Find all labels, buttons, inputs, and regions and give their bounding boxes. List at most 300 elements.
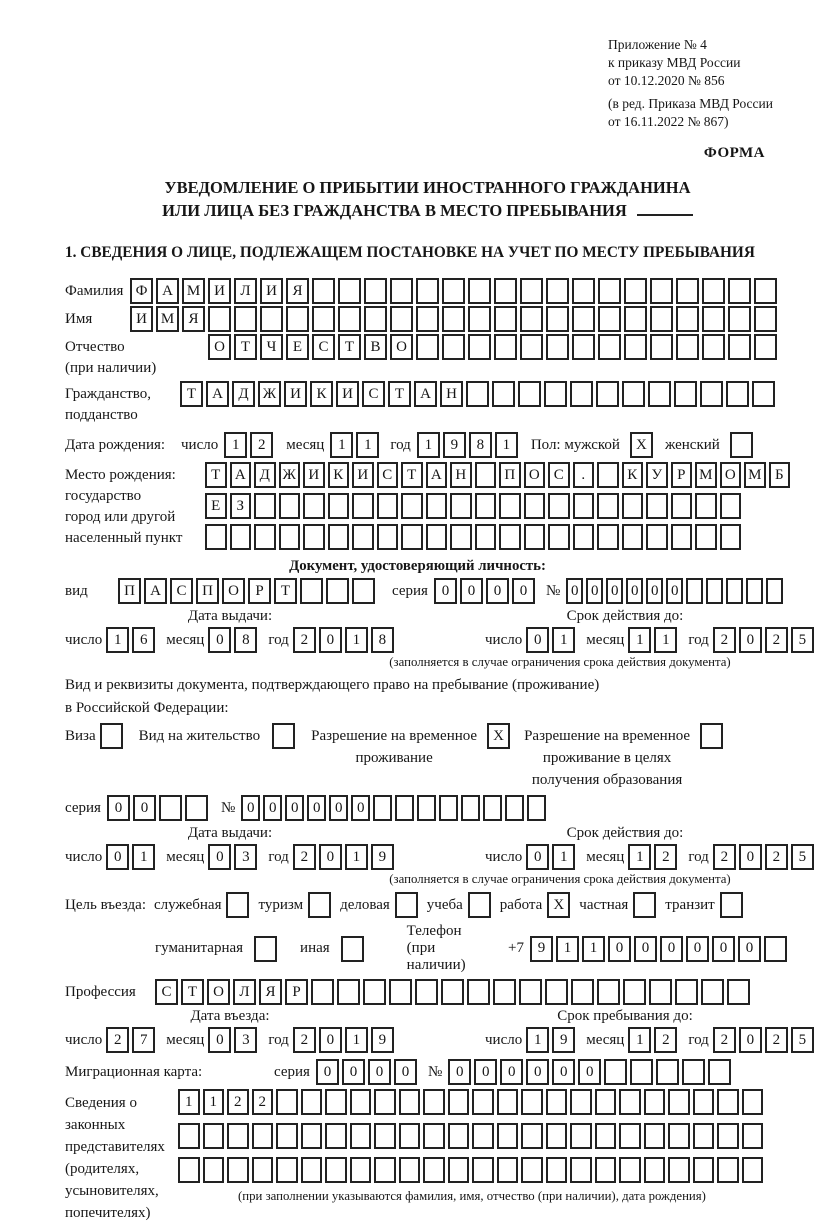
label-surname: Фамилия xyxy=(65,283,124,299)
residence-doc-series-row xyxy=(65,795,790,821)
char-cell xyxy=(695,524,717,550)
char-cell xyxy=(604,1059,627,1085)
label-citizenship: Гражданство, подданство xyxy=(65,386,152,423)
char-cell xyxy=(624,306,647,332)
identity-expiry-date: число 0 1 месяц 1 1 год 2 0 2 5 xyxy=(485,627,825,653)
char-cell: 9 xyxy=(371,1027,394,1053)
char-cell xyxy=(390,278,413,304)
char-cell xyxy=(702,306,725,332)
char-cell xyxy=(570,1157,592,1183)
entry-dates xyxy=(65,1027,807,1053)
field-citizenship xyxy=(65,381,790,426)
char-cell: 0 xyxy=(646,578,663,604)
char-cell xyxy=(415,979,438,1005)
entry-month-cells xyxy=(208,1027,260,1053)
label-sex-male: Пол: мужской xyxy=(530,436,620,453)
char-cell xyxy=(598,334,621,360)
char-cell xyxy=(401,524,423,550)
char-cell xyxy=(644,1089,666,1115)
char-cell: 0 xyxy=(606,578,623,604)
char-cell xyxy=(276,1123,298,1149)
char-cell xyxy=(227,1123,249,1149)
char-cell xyxy=(546,334,569,360)
char-cell: И xyxy=(352,462,374,488)
char-cell xyxy=(671,524,693,550)
char-cell xyxy=(649,979,672,1005)
char-cell xyxy=(178,1157,200,1183)
char-cell: 1 xyxy=(345,1027,368,1053)
char-cell: М xyxy=(182,278,205,304)
char-cell: 7 xyxy=(132,1027,155,1053)
char-cell: 0 xyxy=(342,1059,365,1085)
char-cell: 0 xyxy=(351,795,370,821)
char-cell xyxy=(595,1089,617,1115)
char-cell xyxy=(338,306,361,332)
char-cell: Ж xyxy=(258,381,281,407)
residence-issue-date: число 0 1 месяц 0 3 год 2 0 1 9 xyxy=(65,844,420,870)
stay-month-cells xyxy=(628,1027,680,1053)
char-cell: 0 xyxy=(608,936,631,962)
char-cell xyxy=(728,306,751,332)
char-cell xyxy=(252,1123,274,1149)
char-cell: 0 xyxy=(586,578,603,604)
checkbox-male: X xyxy=(630,432,653,458)
char-cell xyxy=(742,1157,764,1183)
residence-issue-year-cells xyxy=(293,844,397,870)
char-cell xyxy=(693,1089,715,1115)
char-cell xyxy=(178,1123,200,1149)
char-cell xyxy=(260,306,283,332)
char-cell xyxy=(623,979,646,1005)
char-cell: 0 xyxy=(666,578,683,604)
char-cell: 0 xyxy=(319,844,342,870)
char-cell: Т xyxy=(388,381,411,407)
char-cell xyxy=(227,1157,249,1183)
stay-until-date: число 1 9 месяц 1 2 год 2 0 2 5 xyxy=(485,1027,825,1053)
residence-number-cells xyxy=(241,795,549,821)
char-cell: 0 xyxy=(106,844,129,870)
char-cell xyxy=(159,795,182,821)
char-cell: 1 xyxy=(224,432,247,458)
char-cell xyxy=(546,306,569,332)
char-cell xyxy=(286,306,309,332)
char-cell: 1 xyxy=(628,1027,651,1053)
char-cell: 6 xyxy=(132,627,155,653)
char-cell: 9 xyxy=(371,844,394,870)
char-cell: 1 xyxy=(628,627,651,653)
char-cell: 9 xyxy=(552,1027,575,1053)
char-cell: 2 xyxy=(293,627,316,653)
annex-edit-line: от 16.11.2022 № 867) xyxy=(608,114,729,129)
char-cell: Л xyxy=(234,278,257,304)
char-cell xyxy=(303,493,325,519)
char-cell xyxy=(597,979,620,1005)
char-cell xyxy=(742,1089,764,1115)
char-cell: Т xyxy=(234,334,257,360)
char-cell: 0 xyxy=(526,627,549,653)
char-cell: С xyxy=(170,578,193,604)
char-cell xyxy=(754,334,777,360)
char-cell xyxy=(521,1089,543,1115)
char-cell: 2 xyxy=(293,1027,316,1053)
char-cell xyxy=(622,524,644,550)
checkbox-visa xyxy=(100,723,123,749)
header-stay-until: Срок пребывания до: xyxy=(557,1008,693,1024)
char-cell: Ж xyxy=(279,462,301,488)
char-cell xyxy=(746,578,763,604)
char-cell xyxy=(544,381,567,407)
char-cell xyxy=(497,1157,519,1183)
char-cell: 2 xyxy=(713,627,736,653)
expiry-year-cells xyxy=(713,627,817,653)
residence-doc-dates xyxy=(65,844,807,870)
char-cell: С xyxy=(362,381,385,407)
char-cell xyxy=(598,306,621,332)
char-cell: 0 xyxy=(686,936,709,962)
field-surname xyxy=(65,278,790,304)
char-cell xyxy=(546,1089,568,1115)
char-cell xyxy=(230,524,252,550)
field-birth-date xyxy=(65,432,790,458)
label-doc-series: серия xyxy=(392,582,428,599)
char-cell xyxy=(619,1089,641,1115)
char-cell xyxy=(519,979,542,1005)
char-cell: 0 xyxy=(208,627,231,653)
label-phone: Телефон (при наличии) xyxy=(406,923,466,973)
char-cell: К xyxy=(622,462,644,488)
title-line-1: УВЕДОМЛЕНИЕ О ПРИБЫТИИ ИНОСТРАННОГО ГРАЖДАНИНА xyxy=(164,178,691,197)
char-cell xyxy=(439,795,458,821)
purpose-option-humanitarian: гуманитарная xyxy=(155,936,277,962)
char-cell xyxy=(303,524,325,550)
char-cell xyxy=(727,979,750,1005)
char-cell xyxy=(426,493,448,519)
char-cell xyxy=(279,524,301,550)
label-edu-permit: Разрешение на временное проживание в целях получения образования xyxy=(524,728,691,788)
identity-doc-dates xyxy=(65,627,807,653)
char-cell xyxy=(546,1157,568,1183)
char-cell: 0 xyxy=(739,627,762,653)
char-cell xyxy=(441,979,464,1005)
residence-expiry-day-cells xyxy=(526,844,578,870)
char-cell xyxy=(648,381,671,407)
checkbox-tourism xyxy=(308,892,331,918)
char-cell: 0 xyxy=(660,936,683,962)
expiry-month-cells xyxy=(628,627,680,653)
char-cell xyxy=(518,381,541,407)
char-cell: И xyxy=(260,278,283,304)
char-cell: 0 xyxy=(208,844,231,870)
char-cell xyxy=(450,493,472,519)
char-cell xyxy=(399,1157,421,1183)
checkbox-other xyxy=(341,936,364,962)
char-cell: 0 xyxy=(319,627,342,653)
char-cell xyxy=(468,334,491,360)
char-cell: 0 xyxy=(712,936,735,962)
char-cell: 8 xyxy=(371,627,394,653)
purpose-row-1 xyxy=(65,892,790,918)
char-cell xyxy=(300,578,323,604)
migration-number-cells xyxy=(448,1059,734,1085)
char-cell xyxy=(546,278,569,304)
char-cell xyxy=(311,979,334,1005)
char-cell xyxy=(494,278,517,304)
char-cell xyxy=(668,1089,690,1115)
char-cell xyxy=(374,1123,396,1149)
char-cell: А xyxy=(144,578,167,604)
char-cell xyxy=(395,795,414,821)
char-cell: С xyxy=(312,334,335,360)
label-migration-card: Миграционная карта: xyxy=(65,1063,203,1080)
residence-issue-month-cells xyxy=(208,844,260,870)
stay-year-cells xyxy=(713,1027,817,1053)
char-cell xyxy=(416,306,439,332)
section1-heading: 1. СВЕДЕНИЯ О ЛИЦЕ, ПОДЛЕЖАЩЕМ ПОСТАНОВКЕ НА УЧЕТ ПО МЕСТУ ПРЕБЫВАНИЯ xyxy=(65,244,755,261)
char-cell xyxy=(279,493,301,519)
char-cell xyxy=(203,1157,225,1183)
char-cell xyxy=(766,578,783,604)
char-cell: Я xyxy=(286,278,309,304)
char-cell: Е xyxy=(205,493,227,519)
char-cell: 0 xyxy=(448,1059,471,1085)
char-cell: Т xyxy=(274,578,297,604)
char-cell xyxy=(442,306,465,332)
residence-expiry-month-cells xyxy=(628,844,680,870)
char-cell xyxy=(497,1089,519,1115)
char-cell: 2 xyxy=(252,1089,274,1115)
entry-date-headers xyxy=(65,1008,790,1025)
char-cell xyxy=(350,1157,372,1183)
char-cell xyxy=(390,306,413,332)
char-cell xyxy=(597,493,619,519)
char-cell: 0 xyxy=(739,1027,762,1053)
char-cell xyxy=(630,1059,653,1085)
residence-doc-options xyxy=(65,723,790,791)
char-cell xyxy=(254,493,276,519)
char-cell xyxy=(728,278,751,304)
char-cell xyxy=(682,1059,705,1085)
char-cell xyxy=(619,1123,641,1149)
migration-series-cells xyxy=(316,1059,420,1085)
char-cell xyxy=(399,1123,421,1149)
char-cell: 0 xyxy=(526,844,549,870)
forma-label: ФОРМА xyxy=(703,145,765,161)
label-visa: Виза xyxy=(65,728,96,744)
char-cell: О xyxy=(720,462,742,488)
char-cell: Ч xyxy=(260,334,283,360)
char-cell xyxy=(461,795,480,821)
char-cell: 1 xyxy=(552,627,575,653)
char-cell xyxy=(676,278,699,304)
char-cell xyxy=(742,1123,764,1149)
char-cell xyxy=(364,278,387,304)
char-cell xyxy=(622,381,645,407)
char-cell: П xyxy=(196,578,219,604)
char-cell xyxy=(701,979,724,1005)
char-cell: С xyxy=(377,462,399,488)
char-cell xyxy=(546,1123,568,1149)
char-cell: Р xyxy=(671,462,693,488)
char-cell: 1 xyxy=(582,936,605,962)
char-cell: Л xyxy=(233,979,256,1005)
char-cell: Н xyxy=(450,462,472,488)
char-cell: О xyxy=(207,979,230,1005)
label-day: число xyxy=(181,436,219,453)
label-patronymic: Отчество (при наличии) xyxy=(65,339,157,376)
char-cell xyxy=(337,979,360,1005)
char-cell xyxy=(656,1059,679,1085)
char-cell xyxy=(624,334,647,360)
limit-note-1: (заполняется в случае ограничения срока действия документа) xyxy=(389,655,731,669)
representatives-note: (при заполнении указываются фамилия, имя, отчество (при наличии), дата рождения) xyxy=(238,1189,706,1203)
char-cell xyxy=(702,278,725,304)
char-cell: 0 xyxy=(241,795,260,821)
char-cell xyxy=(700,381,723,407)
label-purpose: Цель въезда: xyxy=(65,896,146,913)
char-cell: А xyxy=(230,462,252,488)
char-cell: Т xyxy=(338,334,361,360)
char-cell xyxy=(674,381,697,407)
char-cell: Т xyxy=(180,381,203,407)
char-cell xyxy=(374,1157,396,1183)
expiry-day-cells xyxy=(526,627,578,653)
char-cell xyxy=(720,524,742,550)
char-cell: И xyxy=(130,306,153,332)
char-cell: И xyxy=(284,381,307,407)
checkbox-transit xyxy=(720,892,743,918)
char-cell: С xyxy=(548,462,570,488)
char-cell xyxy=(572,306,595,332)
char-cell: Я xyxy=(259,979,282,1005)
identity-doc-date-headers xyxy=(65,608,790,625)
residence-expiry-year-cells xyxy=(713,844,817,870)
char-cell xyxy=(595,1157,617,1183)
char-cell: 0 xyxy=(626,578,643,604)
issue-month-cells xyxy=(208,627,260,653)
char-cell: Д xyxy=(254,462,276,488)
checkbox-edu-permit xyxy=(700,723,723,749)
char-cell xyxy=(325,1089,347,1115)
char-cell: Я xyxy=(182,306,205,332)
char-cell xyxy=(338,278,361,304)
char-cell: 2 xyxy=(713,1027,736,1053)
char-cell xyxy=(352,493,374,519)
identity-doc-row xyxy=(65,578,790,604)
char-cell: Ф xyxy=(130,278,153,304)
char-cell xyxy=(646,493,668,519)
char-cell xyxy=(764,936,787,962)
char-cell xyxy=(276,1089,298,1115)
char-cell xyxy=(572,278,595,304)
char-cell xyxy=(676,334,699,360)
citizenship-cells xyxy=(180,381,778,407)
char-cell: 0 xyxy=(394,1059,417,1085)
char-cell: В xyxy=(364,334,387,360)
char-cell xyxy=(676,306,699,332)
char-cell: И xyxy=(208,278,231,304)
name-cells xyxy=(130,306,780,332)
char-cell xyxy=(363,979,386,1005)
char-cell: О xyxy=(390,334,413,360)
char-cell: Н xyxy=(440,381,463,407)
annex-line: Приложение № 4 xyxy=(608,37,707,52)
char-cell: 0 xyxy=(738,936,761,962)
profession-cells xyxy=(155,979,753,1005)
phone-cells xyxy=(530,936,790,962)
char-cell xyxy=(521,1157,543,1183)
char-cell xyxy=(726,381,749,407)
header-valid-until-2: Срок действия до: xyxy=(566,825,684,841)
checkbox-study xyxy=(468,892,491,918)
birth-month-cells xyxy=(330,432,382,458)
char-cell: М xyxy=(744,462,766,488)
char-cell xyxy=(312,278,335,304)
residence-doc-intro: Вид и реквизиты документа, подтверждающего право на пребывание (проживание) в Российской Федерации: xyxy=(65,677,600,716)
char-cell xyxy=(448,1157,470,1183)
char-cell xyxy=(450,524,472,550)
char-cell xyxy=(448,1123,470,1149)
char-cell xyxy=(726,578,743,604)
stay-day-cells xyxy=(526,1027,578,1053)
char-cell xyxy=(468,278,491,304)
char-cell xyxy=(185,795,208,821)
char-cell: 1 xyxy=(106,627,129,653)
char-cell xyxy=(752,381,775,407)
char-cell xyxy=(597,462,619,488)
char-cell: 1 xyxy=(552,844,575,870)
char-cell xyxy=(595,1123,617,1149)
char-cell xyxy=(423,1123,445,1149)
char-cell: А xyxy=(426,462,448,488)
char-cell xyxy=(234,306,257,332)
char-cell xyxy=(374,1089,396,1115)
char-cell: М xyxy=(695,462,717,488)
char-cell: З xyxy=(230,493,252,519)
char-cell xyxy=(301,1157,323,1183)
char-cell: 0 xyxy=(634,936,657,962)
char-cell xyxy=(472,1157,494,1183)
char-cell xyxy=(499,493,521,519)
char-cell: С xyxy=(155,979,178,1005)
purpose-option-other: иная xyxy=(300,936,364,962)
char-cell: 0 xyxy=(500,1059,523,1085)
char-cell: Р xyxy=(248,578,271,604)
title-line-2: ИЛИ ЛИЦА БЕЗ ГРАЖДАНСТВА В МЕСТО ПРЕБЫВАНИЯ xyxy=(65,199,790,222)
birth-place-row3-cells xyxy=(205,524,793,550)
char-cell: М xyxy=(156,306,179,332)
checkbox-temp-permit: X xyxy=(487,723,510,749)
label-sex-female: женский xyxy=(664,436,720,453)
char-cell xyxy=(276,1157,298,1183)
label-representatives: Сведения о законных представителях (родителях, усыновителях, попечителях) xyxy=(65,1095,165,1221)
char-cell: П xyxy=(118,578,141,604)
char-cell xyxy=(622,493,644,519)
annex-line: к приказу МВД России xyxy=(608,55,741,70)
document-title xyxy=(65,176,790,222)
char-cell: Б xyxy=(769,462,791,488)
char-cell: 9 xyxy=(530,936,553,962)
purpose-option-private: частная xyxy=(579,892,656,918)
label-year: год xyxy=(390,436,411,453)
char-cell xyxy=(717,1089,739,1115)
label-name: Имя xyxy=(65,311,93,327)
char-cell: 0 xyxy=(285,795,304,821)
char-cell: 1 xyxy=(628,844,651,870)
char-cell xyxy=(570,381,593,407)
char-cell xyxy=(401,493,423,519)
representatives-row3-cells xyxy=(178,1157,766,1183)
doc-series-cells xyxy=(434,578,538,604)
